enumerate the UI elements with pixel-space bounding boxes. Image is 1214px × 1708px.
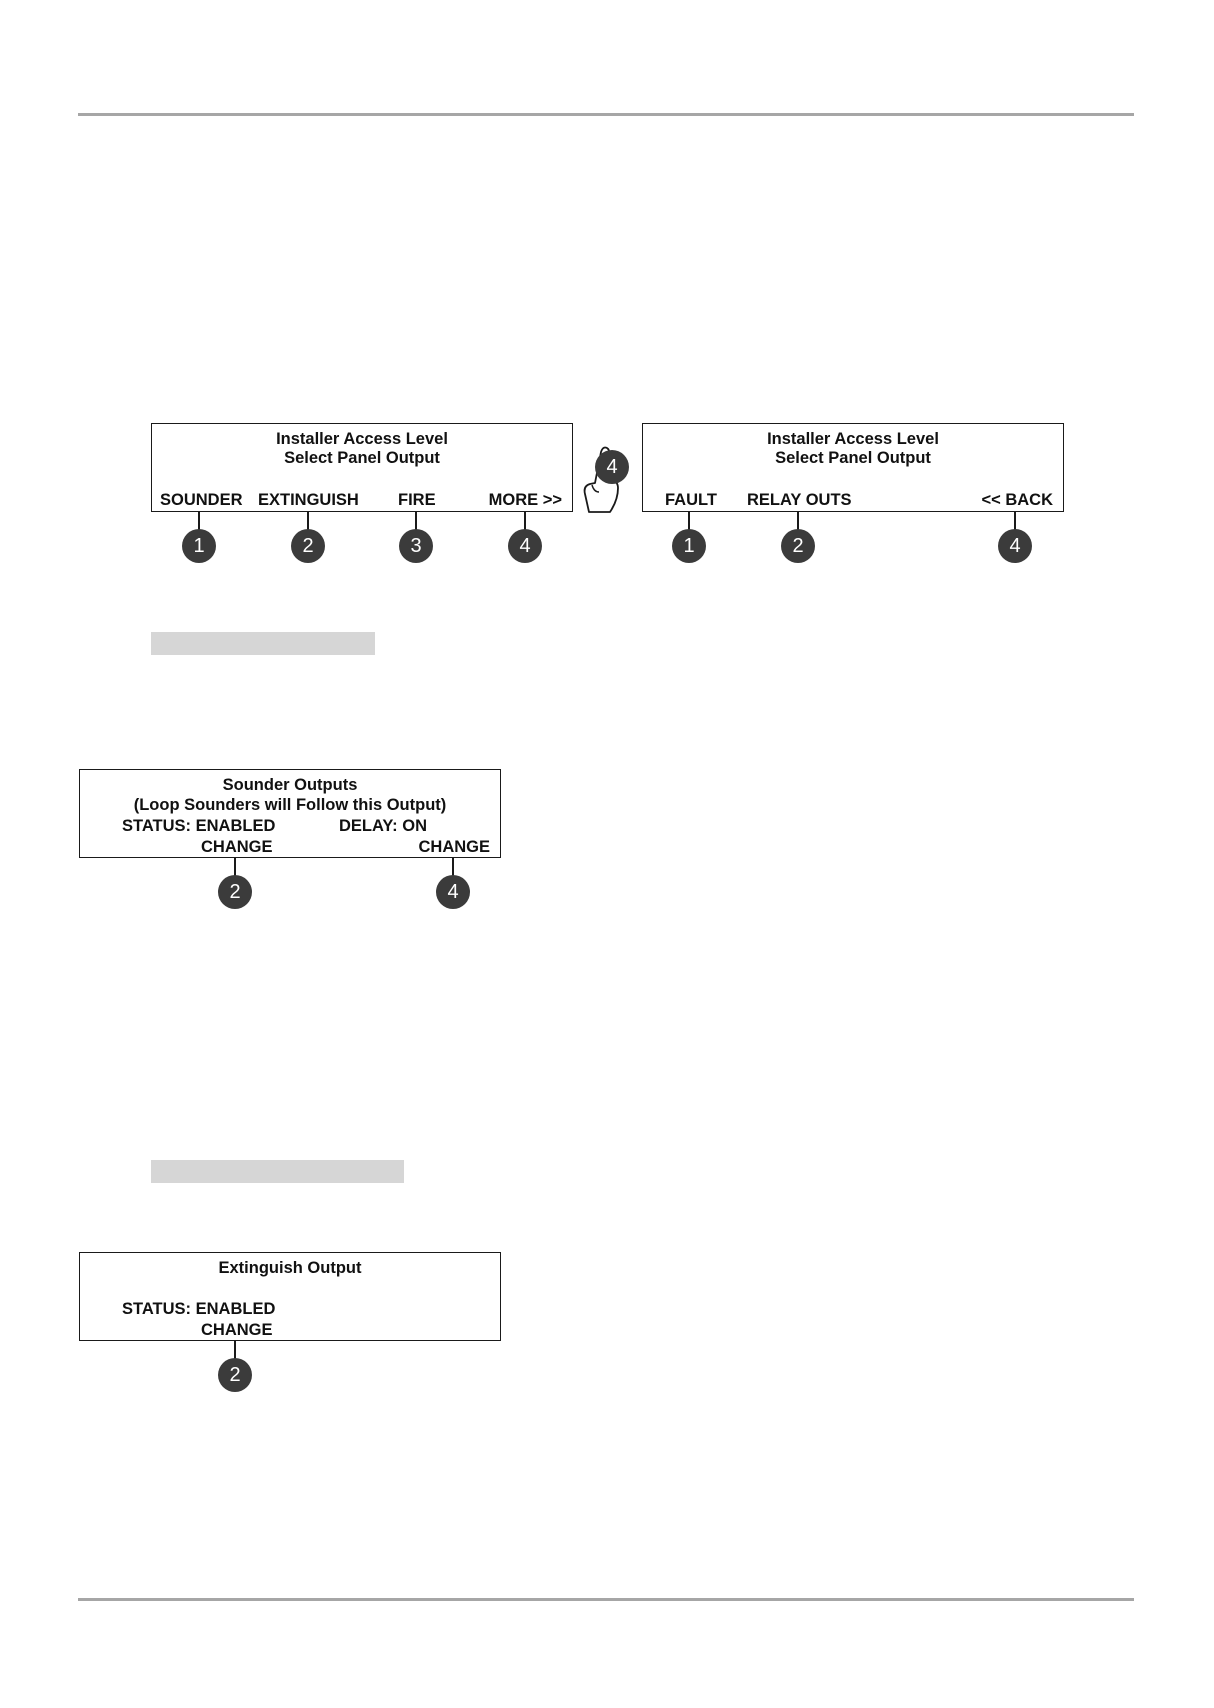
key-badge-3: 3	[399, 529, 433, 563]
status-text: STATUS: ENABLED	[122, 817, 276, 835]
softkey-fault[interactable]: FAULT	[665, 491, 717, 509]
lcd-screen-select-output-more	[642, 423, 1064, 512]
lcd-title: Extinguish Output	[218, 1259, 362, 1277]
lcd-screen-select-output	[151, 423, 573, 512]
lcd-title: Installer Access Level	[276, 430, 448, 448]
heading-placeholder-bar	[151, 1160, 404, 1183]
key-badge-4: 4	[998, 529, 1032, 563]
key-badge-4: 4	[508, 529, 542, 563]
softkey-change-delay[interactable]: CHANGE	[418, 838, 490, 856]
lcd-title: Installer Access Level	[767, 430, 939, 448]
key-badge-2: 2	[291, 529, 325, 563]
key-badge-2: 2	[218, 875, 252, 909]
softkey-relay-outs[interactable]: RELAY OUTS	[747, 491, 852, 509]
footer-rule	[78, 1598, 1134, 1601]
status-text: STATUS: ENABLED	[122, 1300, 276, 1318]
softkey-more[interactable]: MORE >>	[488, 491, 562, 509]
heading-placeholder-bar	[151, 632, 375, 655]
softkey-extinguish[interactable]: EXTINGUISH	[258, 491, 359, 509]
key-badge-1: 1	[182, 529, 216, 563]
press-key-badge: 4	[595, 450, 629, 484]
lcd-subtitle: Select Panel Output	[775, 449, 931, 467]
softkey-back[interactable]: << BACK	[981, 491, 1053, 509]
softkey-sounder[interactable]: SOUNDER	[160, 491, 243, 509]
lcd-title: Sounder Outputs	[222, 776, 358, 794]
lcd-subtitle: Select Panel Output	[284, 449, 440, 467]
key-badge-4: 4	[436, 875, 470, 909]
lcd-screen-sounder-outputs	[79, 769, 501, 858]
key-badge-1: 1	[672, 529, 706, 563]
lcd-subtitle: (Loop Sounders will Follow this Output)	[133, 796, 447, 814]
softkey-fire[interactable]: FIRE	[398, 491, 436, 509]
key-badge-2: 2	[218, 1358, 252, 1392]
key-badge-2: 2	[781, 529, 815, 563]
lcd-screen-extinguish-output	[79, 1252, 501, 1341]
header-rule	[78, 113, 1134, 116]
softkey-change-status[interactable]: CHANGE	[201, 1321, 273, 1339]
delay-text: DELAY: ON	[339, 817, 428, 835]
softkey-change-status[interactable]: CHANGE	[201, 838, 273, 856]
